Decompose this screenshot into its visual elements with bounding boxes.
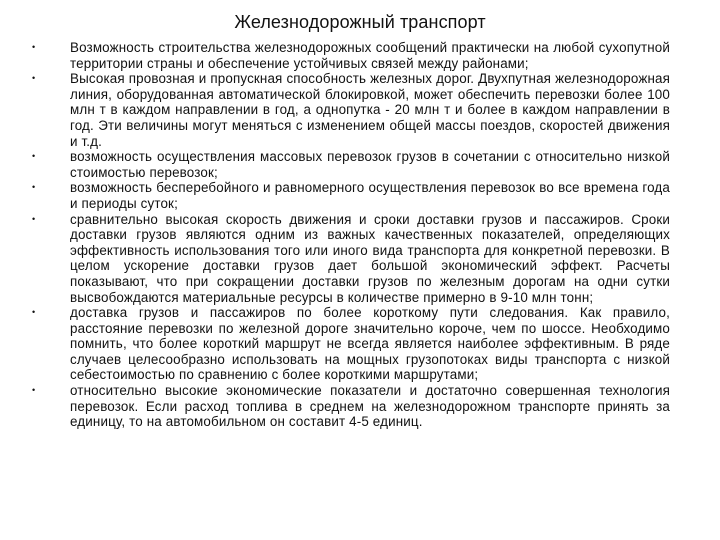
bullet-text: Высокая провозная и пропускная способность железных дорог. Двухпутная железнодорожная линия, оборудованная автоматической блокировкой, может обеспечить перевозки более 100 млн т в каждом направлении в год, а однопутка - 20 млн т и более в каждом направлении в год. Эти величины могут меняться с изменением общей массы поездов, скоростей движения и т.д. <box>70 71 670 149</box>
bullet-text: Возможность строительства железнодорожных сообщений практически на любой сухопутной территории страны и обеспечение устойчивых связей между районами; <box>70 40 670 71</box>
bullet-item <box>30 383 670 430</box>
bullet-icon: • <box>32 213 36 224</box>
bullet-list <box>30 40 670 430</box>
bullet-icon: • <box>32 307 36 318</box>
bullet-item <box>30 71 670 149</box>
bullet-item <box>30 212 670 306</box>
bullet-text: возможность бесперебойного и равномерного осуществления перевозок во все времена года и периоды суток; <box>70 180 670 211</box>
bullet-icon: • <box>32 385 36 396</box>
bullet-text: возможность осуществления массовых перевозок грузов в сочетании с относительно низкой стоимостью перевозок; <box>70 149 670 180</box>
bullet-text: доставка грузов и пассажиров по более короткому пути следования. Как правило, расстояние перевозки по железной дороге значительно короче, чем по шоссе. Необходимо помнить, что более короткий маршрут не всегда является наиболее эффективным. В ряде случаев целесообразно использовать на мощных грузопотоках виды транспорта с низкой себестоимостью по сравнению с более короткими маршрутами; <box>70 305 670 383</box>
slide-title: Железнодорожный транспорт <box>234 12 486 32</box>
bullet-item <box>30 180 670 211</box>
bullet-icon: • <box>32 151 36 162</box>
bullet-item <box>30 40 670 71</box>
bullet-icon: • <box>32 42 36 52</box>
bullet-text: сравнительно высокая скорость движения и сроки доставки грузов и пассажиров. Сроки доставки грузов являются одним из важных качественных показателей, определяющих эффективность использования того или иного вида транспорта для конкретной перевозки. В целом ускорение доставки грузов дает большой экономический эффект. Расчеты показывают, что при сокращении доставки грузов по железным дорогам на одни сутки высвобождаются материальные ресурсы в количестве примерно в 9-10 млн тонн; <box>70 211 670 305</box>
bullet-icon: • <box>32 182 36 193</box>
bullet-item <box>30 305 670 383</box>
bullet-icon: • <box>32 73 36 84</box>
bullet-text: относительно высокие экономические показатели и достаточно совершенная технология перевозок. Если расход топлива в среднем на железнодорожном транспорте принять за единицу, то на автомобильном он составит 4-5 единиц. <box>70 383 670 430</box>
bullet-item <box>30 149 670 180</box>
